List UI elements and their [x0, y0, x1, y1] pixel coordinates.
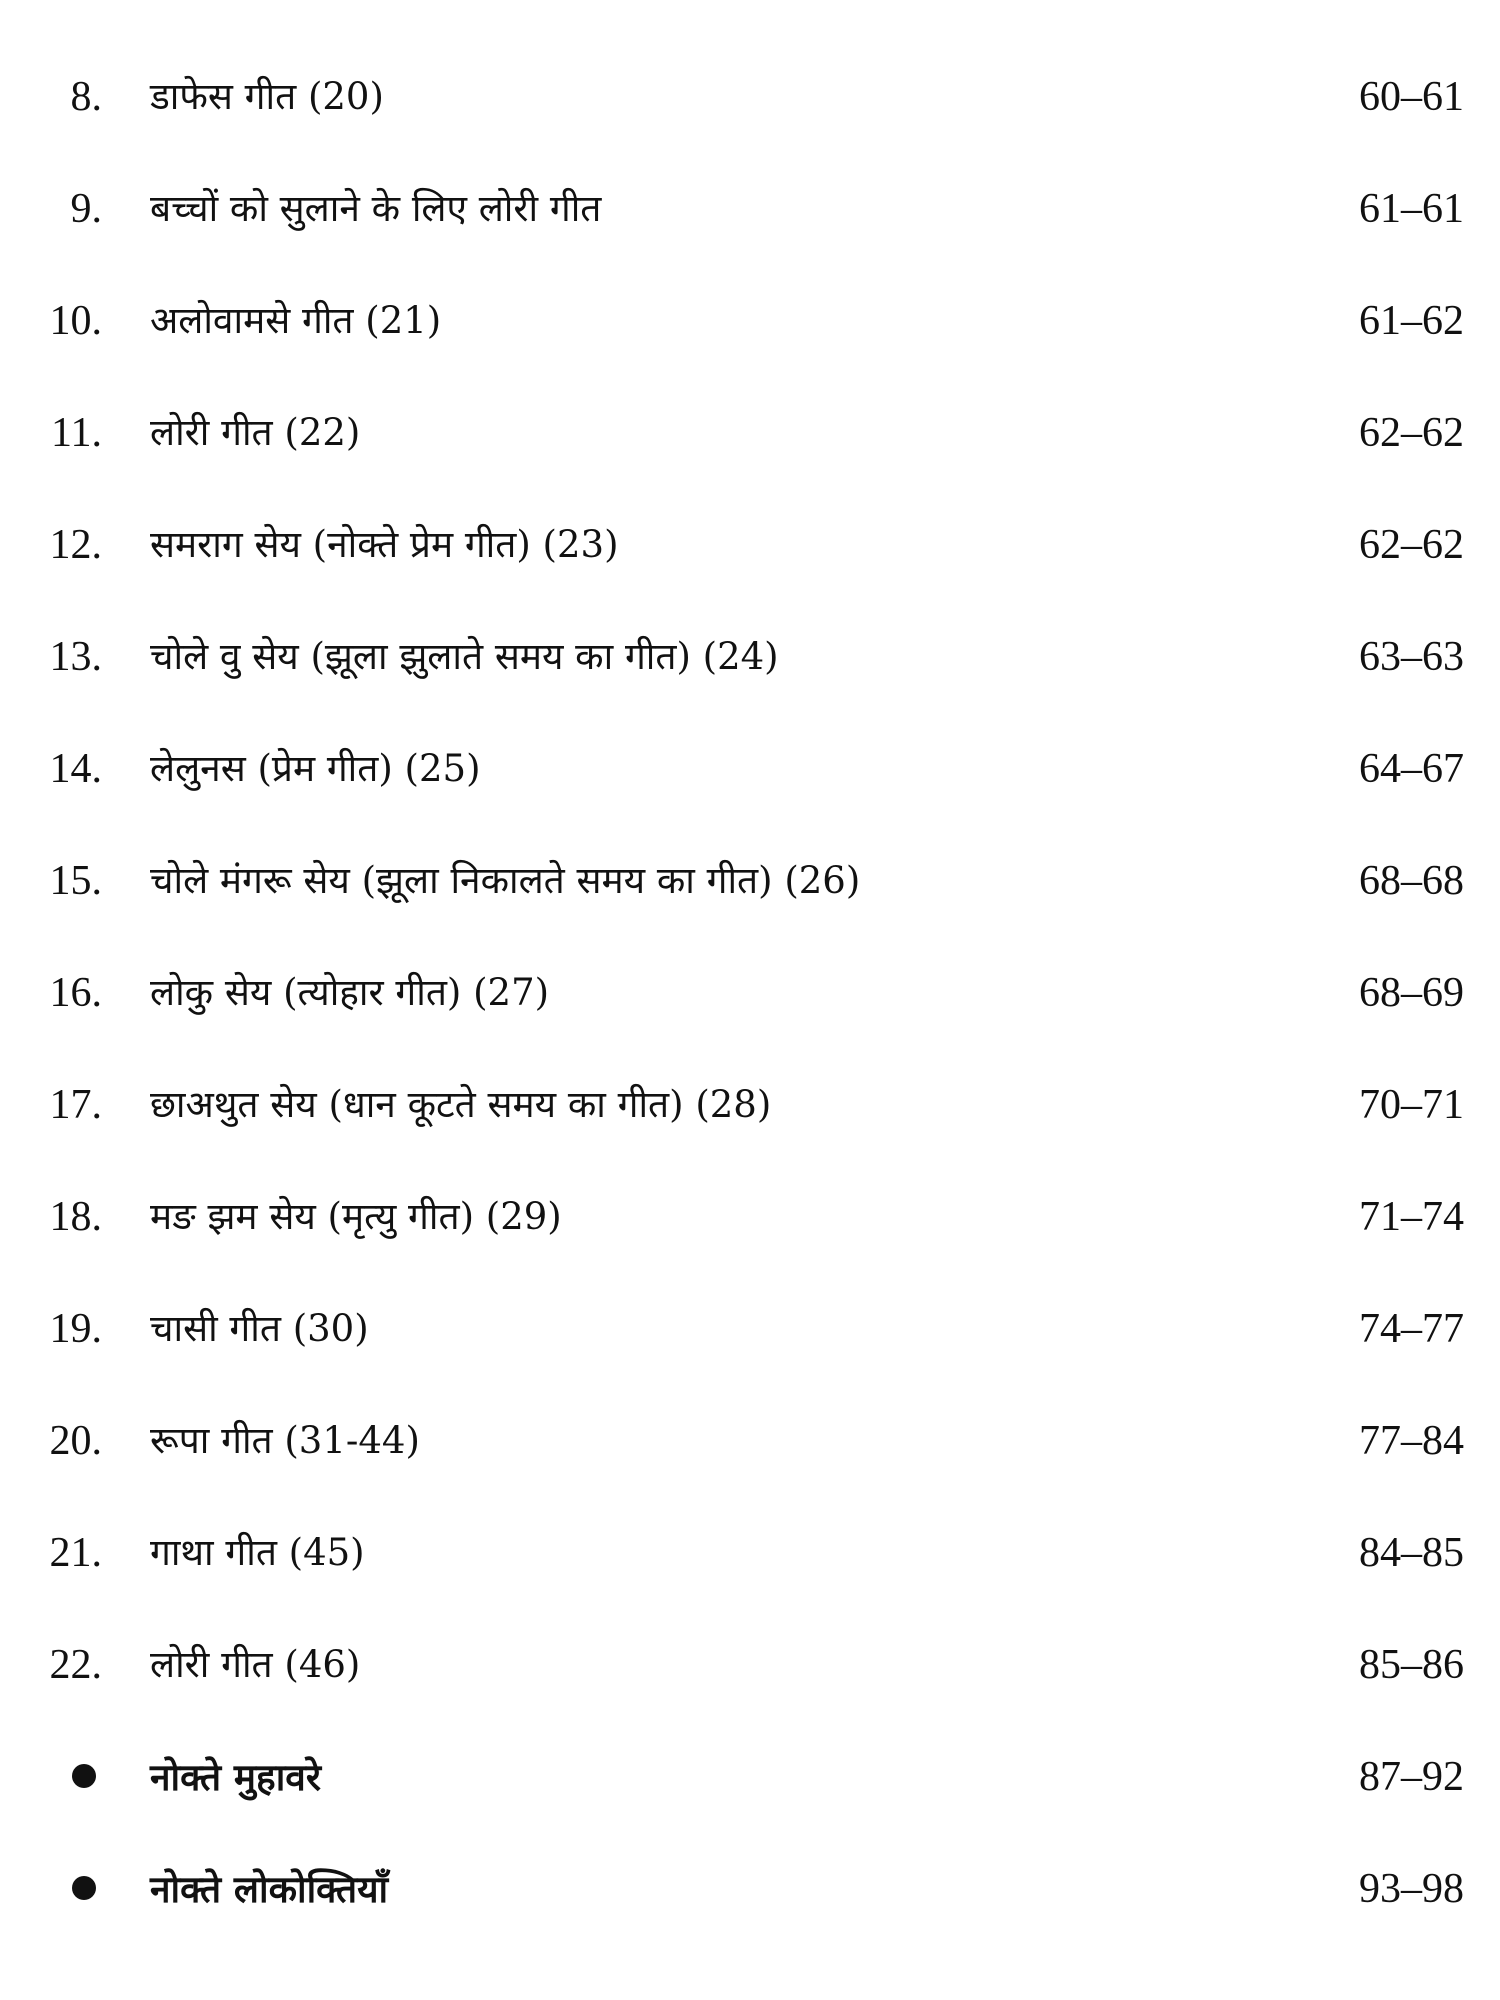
toc-bullet-entry-lokoktiyan [0, 1846, 1500, 1958]
entry-number: 22. [49, 1642, 102, 1688]
toc-bullet-entry-muhavare [0, 1734, 1500, 1846]
toc-entry-16 [0, 950, 1500, 1062]
entry-title: समराग सेय (नोक्ते प्रेम गीत) (23) [150, 523, 619, 566]
entry-number: 17. [49, 1082, 102, 1128]
entry-pages: 63–63 [1359, 634, 1464, 680]
entry-pages: 61–62 [1359, 298, 1464, 344]
toc-entry-19 [0, 1286, 1500, 1398]
entry-pages: 87–92 [1359, 1754, 1464, 1800]
entry-pages: 84–85 [1359, 1530, 1464, 1576]
toc-entry-22 [0, 1622, 1500, 1734]
entry-pages: 85–86 [1359, 1642, 1464, 1688]
entry-pages: 68–69 [1359, 970, 1464, 1016]
entry-title: लोरी गीत (22) [150, 411, 361, 454]
entry-title: रूपा गीत (31-44) [150, 1419, 420, 1462]
entry-number: 16. [49, 970, 102, 1016]
toc-entry-18 [0, 1174, 1500, 1286]
entry-number: 15. [49, 858, 102, 904]
entry-title: अलोवामसे गीत (21) [150, 299, 442, 342]
entry-pages: 61–61 [1359, 186, 1464, 232]
entry-title: मङ झम सेय (मृत्यु गीत) (29) [150, 1195, 562, 1238]
entry-number: 20. [49, 1418, 102, 1464]
entry-number: 19. [49, 1306, 102, 1352]
toc-entry-20 [0, 1398, 1500, 1510]
entry-pages: 62–62 [1359, 522, 1464, 568]
entry-pages: 74–77 [1359, 1306, 1464, 1352]
entry-title: छाअथुत सेय (धान कूटते समय का गीत) (28) [150, 1083, 772, 1126]
toc-entry-14 [0, 726, 1500, 838]
bullet-icon [72, 1764, 96, 1788]
entry-number: 8. [70, 74, 102, 120]
entry-title: चोले मंगरू सेय (झूला निकालते समय का गीत) (26) [150, 859, 861, 902]
entry-number: 11. [51, 410, 102, 456]
entry-pages: 93–98 [1359, 1866, 1464, 1912]
entry-number: 14. [49, 746, 102, 792]
entry-title: बच्चों को सुलाने के लिए लोरी गीत [150, 187, 602, 230]
entry-title: नोक्ते मुहावरे [150, 1755, 321, 1799]
entry-title: लेलुनस (प्रेम गीत) (25) [150, 747, 481, 790]
toc-entry-12 [0, 502, 1500, 614]
entry-title: डाफेस गीत (20) [150, 75, 384, 118]
entry-number: 13. [49, 634, 102, 680]
entry-title: गाथा गीत (45) [150, 1531, 365, 1574]
entry-pages: 60–61 [1359, 74, 1464, 120]
entry-number: 10. [49, 298, 102, 344]
bullet-icon [72, 1876, 96, 1900]
toc-entry-15 [0, 838, 1500, 950]
entry-pages: 64–67 [1359, 746, 1464, 792]
entry-title: नोक्ते लोकोक्तियाँ [150, 1867, 389, 1911]
toc-entry-11 [0, 390, 1500, 502]
entry-pages: 71–74 [1359, 1194, 1464, 1240]
entry-pages: 77–84 [1359, 1418, 1464, 1464]
toc-entry-21 [0, 1510, 1500, 1622]
entry-title: चोले वु सेय (झूला झुलाते समय का गीत) (24) [150, 635, 779, 678]
entry-title: लोरी गीत (46) [150, 1643, 361, 1686]
toc-entry-17 [0, 1062, 1500, 1174]
entry-number: 21. [49, 1530, 102, 1576]
entry-pages: 62–62 [1359, 410, 1464, 456]
entry-number: 12. [49, 522, 102, 568]
entry-pages: 70–71 [1359, 1082, 1464, 1128]
toc-entry-9 [0, 166, 1500, 278]
entry-title: लोकु सेय (त्योहार गीत) (27) [150, 971, 550, 1014]
toc-entry-8 [0, 54, 1500, 166]
toc-entry-10 [0, 278, 1500, 390]
table-of-contents [0, 54, 1500, 1958]
entry-pages: 68–68 [1359, 858, 1464, 904]
entry-title: चासी गीत (30) [150, 1307, 369, 1350]
toc-entry-13 [0, 614, 1500, 726]
entry-number: 9. [70, 186, 102, 232]
entry-number: 18. [49, 1194, 102, 1240]
